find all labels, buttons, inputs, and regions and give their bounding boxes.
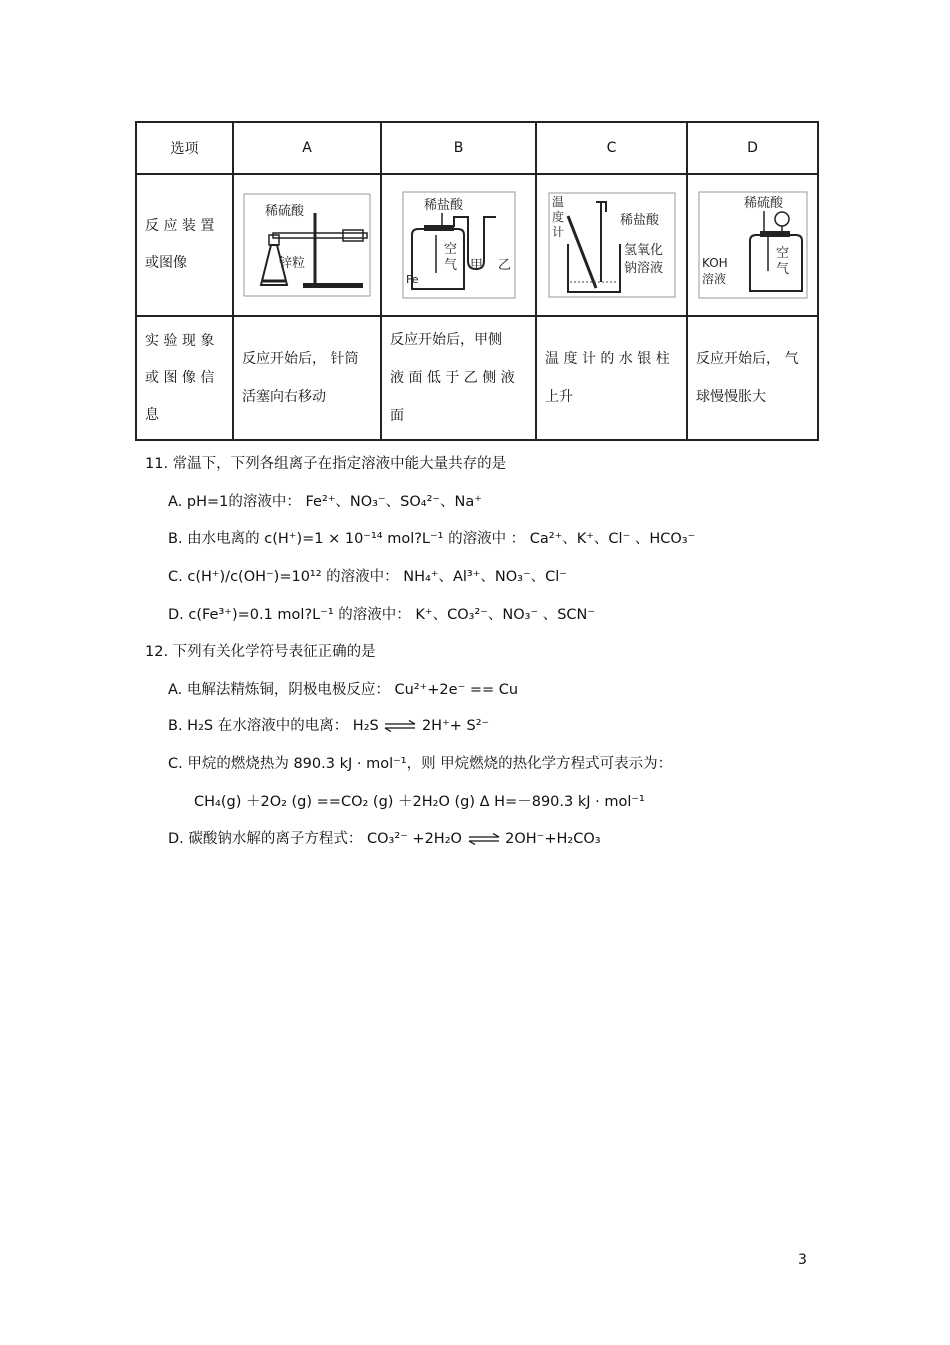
figure-c-thermo-label-2: 度: [551, 210, 564, 224]
figure-c-cell: [536, 174, 687, 316]
figure-c-naoh-label-1: 氢氧化: [623, 243, 663, 258]
figure-d-cell: [687, 174, 818, 316]
header-a: A: [233, 122, 381, 174]
figure-a-zinc-label: 锌粒: [279, 256, 306, 271]
header-d: D: [687, 122, 818, 174]
figure-a-acid-label: 稀硫酸: [265, 204, 305, 219]
header-c: C: [536, 122, 687, 174]
question-12-option-c-equation: CH₄(g) ＋2O₂ (g) ==CO₂ (g) ＋2H₂O (g) Δ H=－890.3 kJ · mol⁻¹: [194, 794, 645, 810]
figure-c-thermo-label-1: 温: [551, 195, 564, 209]
figure-c-naoh-label-2: 钠溶液: [623, 261, 663, 276]
observation-b: 反应开始后，甲侧 液 面 低 于 乙 侧 液 面: [381, 316, 536, 440]
equilibrium-arrow-icon: [383, 720, 417, 732]
table-observation-row: [136, 316, 818, 440]
figure-d-koh-label-1: KOH: [701, 256, 728, 270]
figure-b-air-label-2: 气: [443, 258, 457, 273]
figure-d-acid-label: 稀硫酸: [743, 196, 783, 211]
figure-b-air-label-1: 空: [443, 242, 457, 257]
figure-b-cell: [381, 174, 536, 316]
figure-b-yi-label: 乙: [497, 258, 511, 273]
question-11-option-a: A. pH=1的溶液中： Fe²⁺、NO₃⁻、SO₄²⁻、Na⁺: [168, 494, 482, 510]
figure-d-air-label-1: 空: [775, 246, 789, 261]
observation-row-label: 实 验 现 象 或 图 像 信 息: [136, 316, 233, 440]
device-row-label: 反 应 装 置 或图像: [136, 174, 233, 316]
figure-c-acid-label: 稀盐酸: [619, 213, 659, 228]
question-11-option-c: C. c(H⁺)/c(OH⁻)=10¹² 的溶液中： NH₄⁺、Al³⁺、NO₃⁻、Cl⁻: [168, 569, 567, 585]
figure-b-apparatus: [402, 191, 516, 299]
figure-b-fe-label: Fe: [405, 273, 418, 286]
figure-a-apparatus: [243, 193, 371, 297]
figure-c-apparatus: [548, 192, 676, 298]
header-option: 选项: [136, 122, 233, 174]
header-b: B: [381, 122, 536, 174]
figure-b-acid-label: 稀盐酸: [423, 198, 463, 213]
observation-c: 温 度 计 的 水 银 柱 上升: [536, 316, 687, 440]
question-11-option-b: B. 由水电离的 c(H⁺)=1 × 10⁻¹⁴ mol?L⁻¹ 的溶液中 ： Ca²⁺、K⁺、Cl⁻ 、HCO₃⁻: [168, 531, 696, 547]
page-number: 3: [798, 1252, 807, 1268]
question-12-option-d: D. 碳酸钠水解的离子方程式： CO₃²⁻ +2H₂O 2OH⁻+H₂CO₃: [168, 831, 601, 847]
question-12-option-c: C. 甲烷的燃烧热为 890.3 kJ · mol⁻¹，则 甲烷燃烧的热化学方程式可表示为：: [168, 756, 673, 772]
observation-a: 反应开始后， 针筒 活塞向右移动: [233, 316, 381, 440]
question-12-option-b: B. H₂S 在水溶液中的电离： H₂S 2H⁺+ S²⁻: [168, 718, 490, 734]
figure-d-koh-label-2: 溶液: [701, 272, 726, 286]
observation-d: 反应开始后， 气 球慢慢胀大: [687, 316, 818, 440]
question-12-stem: 12. 下列有关化学符号表征正确的是: [145, 644, 376, 660]
options-table: [135, 121, 819, 441]
equilibrium-arrow-icon: [467, 833, 501, 845]
figure-a-cell: [233, 174, 381, 316]
figure-b-jia-label: 甲: [469, 258, 483, 273]
figure-c-thermo-label-3: 计: [551, 225, 564, 239]
figure-d-apparatus: [698, 191, 808, 299]
question-11-stem: 11. 常温下，下列各组离子在指定溶液中能大量共存的是: [145, 456, 507, 472]
question-11-option-d: D. c(Fe³⁺)=0.1 mol?L⁻¹ 的溶液中： K⁺、CO₃²⁻、NO₃⁻ 、SCN⁻: [168, 607, 596, 623]
figure-d-air-label-2: 气: [775, 262, 789, 277]
question-12-option-a: A. 电解法精炼铜，阴极电极反应： Cu²⁺+2e⁻ == Cu: [168, 682, 519, 698]
table-device-row: [136, 174, 818, 316]
table-header-row: [136, 122, 818, 174]
